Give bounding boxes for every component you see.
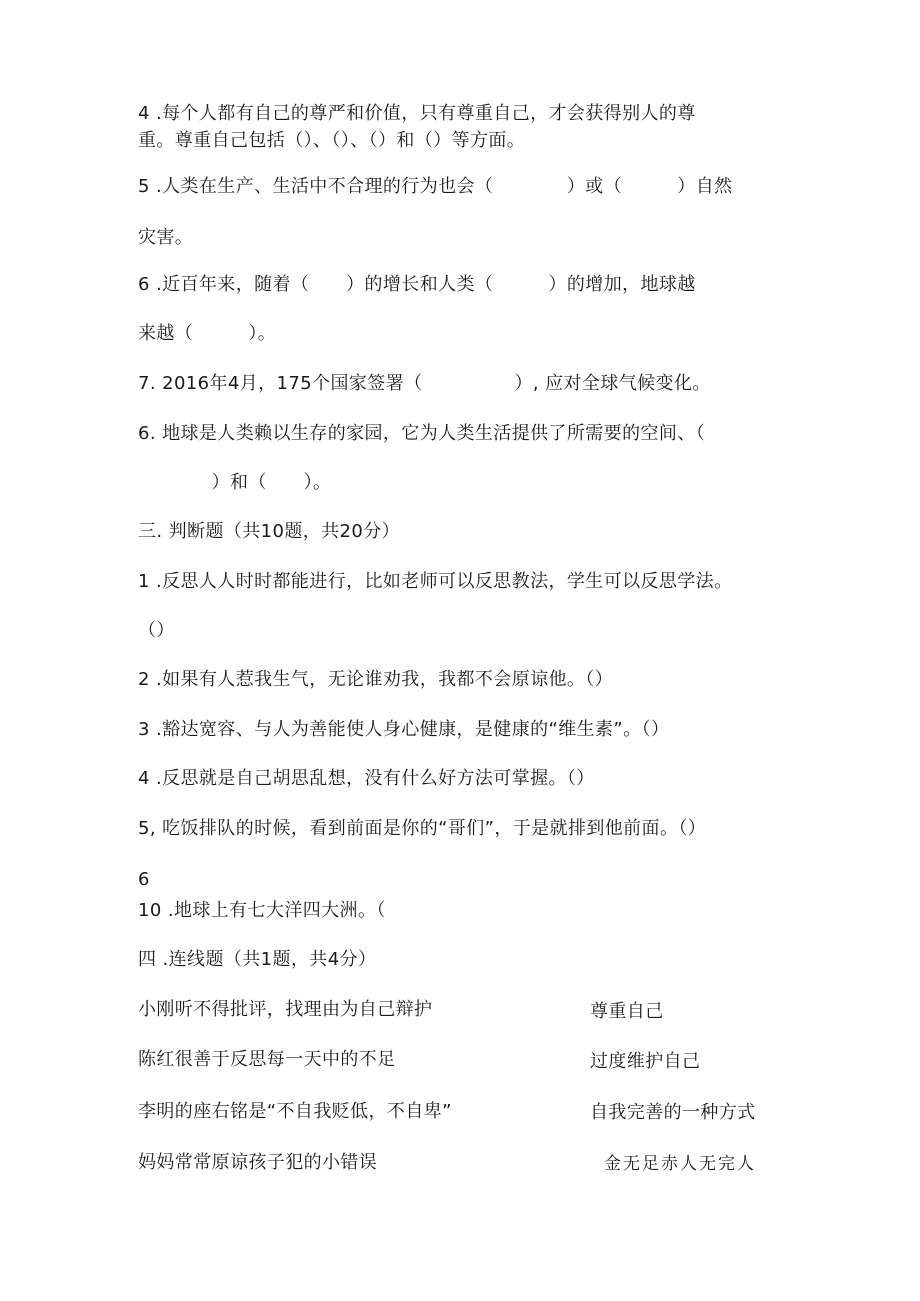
matching-right-1: 尊重自己 xyxy=(590,1001,664,1022)
judge-q6: 6 xyxy=(138,869,150,890)
fill-q5-line2: 灾害。 xyxy=(138,227,194,248)
matching-left-4: 妈妈常常原谅孩子犯的小错误 xyxy=(138,1152,378,1173)
fill-q7-line1: 7. 2016年4月，175个国家签署（ ）, 应对全球气候变化。 xyxy=(138,373,711,394)
judge-q4: 4 .反思就是自己胡思乱想，没有什么好方法可掌握。（） xyxy=(138,768,595,789)
judge-q5: 5, 吃饭排队的时候，看到前面是你的“哥们”，于是就排到他前面。（） xyxy=(138,818,707,839)
judge-q1-line2: （） xyxy=(138,620,175,641)
matching-left-1: 小刚听不得批评，找理由为自己辩护 xyxy=(138,999,433,1020)
matching-right-4: 金无足赤人无完人 xyxy=(604,1154,756,1174)
fill-q6-line2: 来越（ ）。 xyxy=(138,323,277,344)
fill-q4-line1: 4 .每个人都有自己的尊严和价值，只有尊重自己，才会获得别人的尊 xyxy=(138,103,696,124)
judge-q1-line1: 1 .反思人人时时都能进行，比如老师可以反思教法，学生可以反思学法。 xyxy=(138,571,733,592)
judge-heading: 三. 判断题（共10题，共20分） xyxy=(138,521,401,542)
fill-q6b-line1: 6. 地球是人类赖以生存的家园，它为人类生活提供了所需要的空间、（ xyxy=(138,423,706,444)
matching-right-2: 过度维护自己 xyxy=(590,1051,701,1072)
matching-right-3: 自我完善的一种方式 xyxy=(590,1102,756,1123)
judge-q2: 2 .如果有人惹我生气，无论谁劝我，我都不会原谅他。（） xyxy=(138,669,614,690)
fill-q6b-line2: ）和（ ）。 xyxy=(138,472,332,493)
fill-q5-line1: 5 .人类在生产、生活中不合理的行为也会（ ）或（ ）自然 xyxy=(138,176,733,197)
judge-q3: 3 .豁达宽容、与人为善能使人身心健康，是健康的“维生素”。（） xyxy=(138,719,670,740)
matching-heading: 四 .连线题（共1题，共4分） xyxy=(138,949,377,970)
fill-q6-line1: 6 .近百年来，随着（ ）的增长和人类（ ）的增加，地球越 xyxy=(138,274,696,295)
matching-left-2: 陈红很善于反思每一天中的不足 xyxy=(138,1049,396,1070)
judge-q10: 10 .地球上有七大洋四大洲。（ xyxy=(138,900,386,921)
matching-left-3: 李明的座右铭是“不自我贬低，不自卑” xyxy=(138,1101,452,1122)
fill-q4-line2: 重。尊重自己包括（）、（）、（）和（）等方面。 xyxy=(138,130,526,151)
